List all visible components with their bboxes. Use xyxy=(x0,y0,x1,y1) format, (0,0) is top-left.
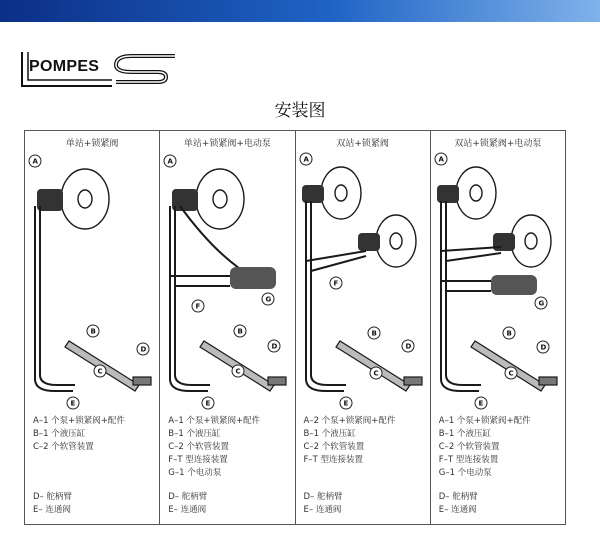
diagram-dual-station-electric xyxy=(431,151,566,413)
callout-b xyxy=(87,325,99,337)
callout-g xyxy=(535,297,547,309)
panel-title: 双站+锁紧阀+电动泵 xyxy=(454,139,542,149)
svg-text:B: B xyxy=(90,327,96,336)
callout-g xyxy=(262,293,274,305)
panel-single-station-electric xyxy=(160,131,295,524)
legend-components: A–1 个泵+锁紧阀+配件 B–1 个液压缸 C–2 个软管装置 xyxy=(33,416,125,452)
svg-text:F: F xyxy=(195,302,201,311)
panel-title: 双站+锁紧阀 xyxy=(336,139,389,149)
top-banner-bar xyxy=(0,0,600,22)
callout-d xyxy=(537,341,549,353)
callout-b xyxy=(368,327,380,339)
legend-parts: D– 舵柄臂 E– 连通阀 xyxy=(168,492,208,515)
svg-text:G: G xyxy=(538,299,544,308)
callout-f xyxy=(330,277,342,289)
svg-text:A: A xyxy=(438,155,444,164)
callout-e xyxy=(340,397,352,409)
callout-d xyxy=(402,340,414,352)
callout-d xyxy=(137,343,149,355)
helm-pump xyxy=(437,185,459,203)
steering-wheel xyxy=(321,167,361,219)
hose xyxy=(306,251,366,261)
svg-text:E: E xyxy=(343,399,348,408)
tiller-arm xyxy=(404,377,422,385)
svg-text:B: B xyxy=(237,327,244,336)
svg-text:E: E xyxy=(205,399,211,408)
legend-parts: D– 舵柄臂 E– 连通阀 xyxy=(438,492,478,515)
callout-c xyxy=(370,367,382,379)
hose xyxy=(40,206,75,385)
svg-text:B: B xyxy=(371,329,377,338)
steering-wheel xyxy=(511,215,551,267)
callout-b xyxy=(234,325,246,337)
hydraulic-cylinder xyxy=(471,341,545,391)
callout-d xyxy=(268,340,280,352)
page-title: 安装图 xyxy=(274,101,326,121)
panel-title: 单站+锁紧阀+电动泵 xyxy=(183,139,271,149)
callout-c xyxy=(94,365,106,377)
callout-a xyxy=(300,153,312,165)
helm-pump xyxy=(358,233,380,251)
svg-text:A: A xyxy=(32,157,38,166)
installation-diagrams xyxy=(24,130,566,525)
callout-e xyxy=(475,397,487,409)
hose xyxy=(446,253,501,261)
panel-title: 单站+锁紧阀 xyxy=(65,139,119,149)
svg-text:A: A xyxy=(167,157,174,166)
legend-parts: D– 舵柄臂 E– 连通阀 xyxy=(303,492,343,515)
legend-components: A–1 个泵+锁紧阀+配件 B–1 个液压缸 C–2 个软管装置 F–T 型连接装置 G–1 个电动泵 xyxy=(168,416,261,478)
svg-text:E: E xyxy=(70,399,76,408)
panel-dual-station-electric xyxy=(431,131,565,524)
legend-components: A–1 个泵+锁紧阀+配件 B–1 个液压缸 C–2 个软管装置 F–T 型连接装置 G–1 个电动泵 xyxy=(438,416,531,478)
tiller-arm xyxy=(268,377,286,385)
callout-e xyxy=(67,397,79,409)
electric-pump xyxy=(491,275,537,295)
brand-name: POMPES xyxy=(29,58,100,75)
callout-b xyxy=(503,327,515,339)
panel-dual-station xyxy=(296,131,431,524)
hose xyxy=(441,247,501,251)
svg-text:D: D xyxy=(540,343,547,352)
panel-single-station xyxy=(25,131,160,524)
svg-text:D: D xyxy=(405,342,411,351)
hydraulic-cylinder xyxy=(336,341,410,391)
callout-e xyxy=(202,397,214,409)
svg-text:C: C xyxy=(508,369,514,378)
svg-text:A: A xyxy=(303,155,309,164)
callout-a xyxy=(29,155,41,167)
steering-wheel xyxy=(456,167,496,219)
svg-text:D: D xyxy=(271,342,278,351)
helm-pump xyxy=(302,185,324,203)
svg-text:C: C xyxy=(97,367,103,376)
svg-text:B: B xyxy=(506,329,512,338)
hose xyxy=(446,201,481,385)
hose xyxy=(175,206,210,385)
svg-text:C: C xyxy=(373,369,379,378)
svg-text:E: E xyxy=(478,399,484,408)
svg-text:D: D xyxy=(140,345,147,354)
callout-f xyxy=(192,300,204,312)
legend-components: A–2 个泵+锁紧阀+配件 B–1 个液压缸 C–2 个软管装置 F–T 型连接装置 xyxy=(303,416,396,465)
steering-wheel xyxy=(61,169,109,229)
svg-text:C: C xyxy=(235,367,241,376)
svg-text:F: F xyxy=(333,279,338,288)
diagram-single-station xyxy=(25,151,160,413)
diagram-single-station-electric xyxy=(160,151,295,413)
electric-pump xyxy=(230,267,276,289)
diagram-dual-station xyxy=(296,151,431,413)
callout-c xyxy=(232,365,244,377)
hose xyxy=(311,201,346,385)
legend-parts: D– 舵柄臂 E– 连通阀 xyxy=(33,492,72,515)
callout-a xyxy=(435,153,447,165)
steering-wheel xyxy=(376,215,416,267)
callout-a xyxy=(164,155,176,167)
tiller-arm xyxy=(539,377,557,385)
tiller-arm xyxy=(133,377,151,385)
callout-c xyxy=(505,367,517,379)
svg-text:G: G xyxy=(265,295,272,304)
steering-wheel xyxy=(196,169,244,229)
